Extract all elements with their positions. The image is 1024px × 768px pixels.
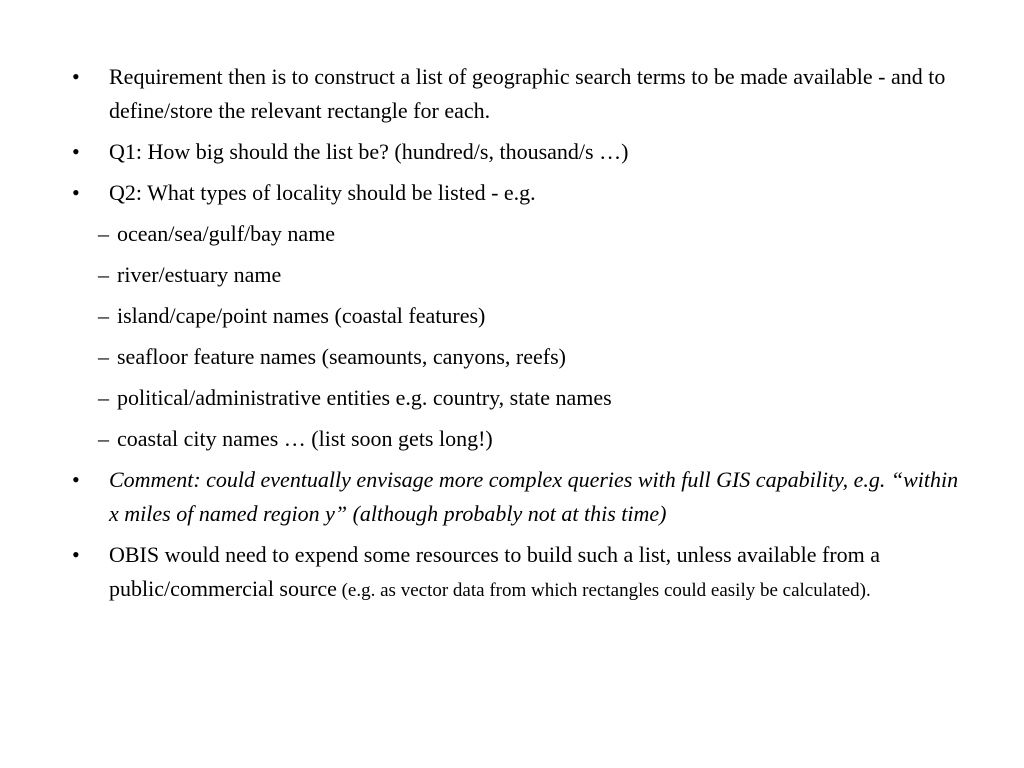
sub-bullet-text: river/estuary name [117, 262, 282, 287]
bullet-requirement [72, 60, 972, 128]
bullet-text-small: (e.g. as vector data from which rectangles could easily be calculated). [336, 580, 871, 601]
bullet-obis [72, 538, 972, 608]
bullet-text: Q1: How big should the list be? (hundred/s, thousand/s …) [109, 139, 629, 164]
sub-bullet-item [72, 217, 935, 251]
sub-bullet-marker: – [98, 385, 109, 410]
bullet-marker: • [72, 139, 80, 164]
bullet-marker: • [72, 180, 80, 205]
sub-bullet-item [72, 340, 935, 374]
sub-bullet-text: ocean/sea/gulf/bay name [117, 221, 336, 246]
sub-bullet-item [72, 381, 935, 415]
bullet-text: Q2: What types of locality should be listed - e.g. [109, 180, 536, 205]
sub-bullet-marker: – [98, 262, 109, 287]
sub-bullet-marker: – [98, 426, 109, 451]
sub-bullet-text: island/cape/point names (coastal features) [117, 303, 486, 328]
sub-bullet-text: seafloor feature names (seamounts, canyons, reefs) [117, 344, 566, 369]
bullet-marker: • [72, 542, 80, 567]
sub-bullet-marker: – [98, 344, 109, 369]
sub-bullet-marker: – [98, 221, 109, 246]
sub-bullet-item [72, 258, 935, 292]
bullet-list [72, 60, 972, 615]
sub-bullet-item [72, 422, 935, 456]
bullet-marker: • [72, 64, 80, 89]
bullet-text: OBIS would need to expend some resources to build such a list, unless available from a public/commercial source [109, 542, 881, 601]
sub-bullet-text: political/administrative entities e.g. country, state names [117, 385, 612, 410]
bullet-text: Requirement then is to construct a list of geographic search terms to be made available - and to define/store the relevant rectangle for each. [109, 64, 946, 123]
sub-bullet-item [72, 299, 935, 333]
bullet-comment [72, 463, 972, 531]
bullet-q1 [72, 135, 972, 169]
bullet-text: Comment: could eventually envisage more complex queries with full GIS capability, e.g. “within x miles of named region y” (although probably not at this time) [109, 467, 959, 526]
sub-bullet-text: coastal city names … (list soon gets long!) [117, 426, 493, 451]
bullet-q2 [72, 176, 972, 456]
sub-bullet-list [98, 217, 972, 456]
sub-bullet-marker: – [98, 303, 109, 328]
bullet-marker: • [72, 467, 80, 492]
